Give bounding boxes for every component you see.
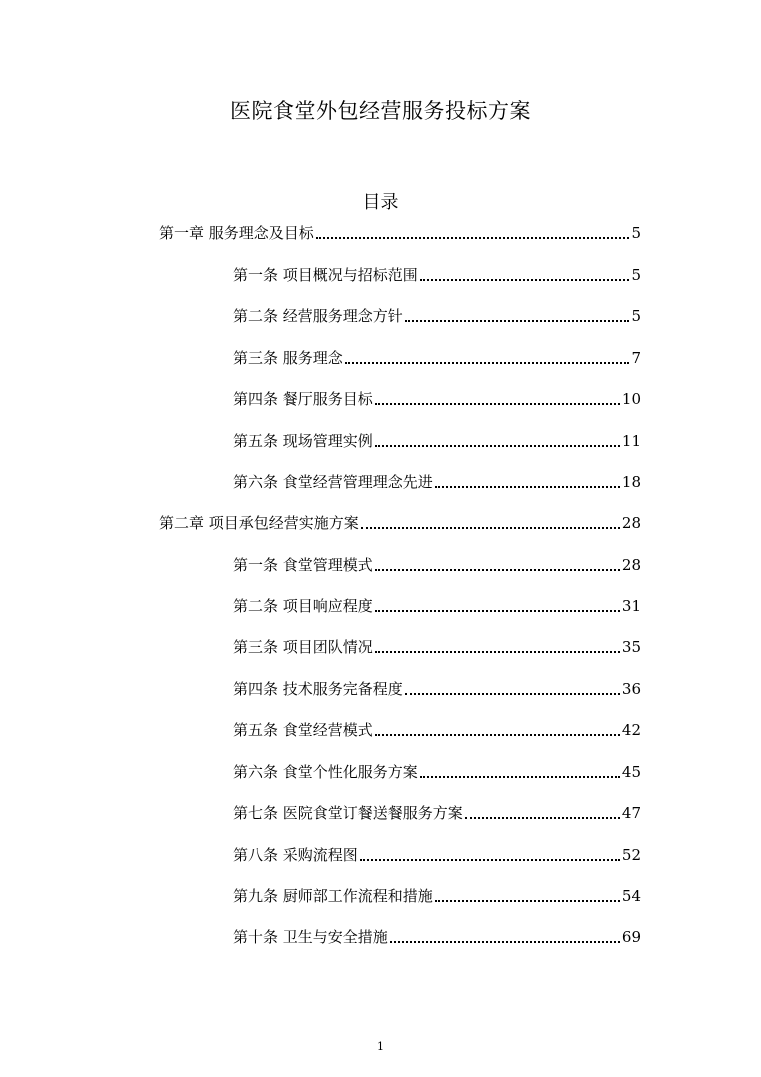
toc-entry-page: 28 [621, 556, 641, 574]
toc-heading: 目录 [362, 192, 399, 213]
toc-chapter-1-article-4[interactable] [233, 384, 641, 410]
toc-entry-page: 69 [621, 928, 641, 946]
toc-entry-label: 第四条 技术服务完备程度 [233, 680, 403, 698]
toc-chapter-1-article-3[interactable] [233, 343, 641, 369]
toc-entry-label: 第三条 服务理念 [233, 349, 343, 367]
toc-chapter-1-article-2[interactable] [233, 301, 641, 327]
toc-dot-leader [465, 817, 620, 819]
toc-chapter-1[interactable] [159, 218, 641, 244]
toc-entry-page: 28 [621, 514, 641, 532]
toc-entry-label: 第三条 项目团队情况 [233, 638, 373, 656]
toc-entry-label: 第二条 经营服务理念方针 [233, 307, 403, 325]
toc-entry-label: 第八条 采购流程图 [233, 846, 358, 864]
toc-entry-label: 第六条 食堂个性化服务方案 [233, 763, 418, 781]
toc-entry-label: 第五条 现场管理实例 [233, 432, 373, 450]
toc-entry-label: 第九条 厨师部工作流程和措施 [233, 887, 433, 905]
toc-entry-label: 第四条 餐厅服务目标 [233, 390, 373, 408]
toc-chapter-2-article-5[interactable] [233, 715, 641, 741]
toc-chapter-2-article-7[interactable] [233, 798, 641, 824]
toc-chapter-1-article-1[interactable] [233, 260, 641, 286]
toc-dot-leader [375, 445, 620, 447]
toc-entry-page: 52 [621, 846, 641, 864]
toc-dot-leader [420, 776, 620, 778]
toc-dot-leader [375, 734, 620, 736]
toc-entry-label: 第一条 项目概况与招标范围 [233, 266, 418, 284]
toc-entry-page: 7 [631, 349, 641, 367]
toc-dot-leader [375, 651, 620, 653]
document-title: 医院食堂外包经营服务投标方案 [230, 99, 531, 123]
toc-entry-label: 第一章 服务理念及目标 [159, 224, 314, 242]
toc-chapter-2-article-8[interactable] [233, 840, 641, 866]
toc-chapter-2-article-2[interactable] [233, 591, 641, 617]
toc-entry-label: 第七条 医院食堂订餐送餐服务方案 [233, 804, 463, 822]
toc-entry-label: 第二章 项目承包经营实施方案 [159, 514, 359, 532]
toc-dot-leader [360, 859, 620, 861]
toc-dot-leader [316, 237, 630, 239]
toc-dot-leader [405, 693, 620, 695]
toc-chapter-2-article-6[interactable] [233, 757, 641, 783]
toc-entry-page: 11 [621, 432, 641, 450]
toc-dot-leader [405, 320, 630, 322]
toc-dot-leader [435, 900, 620, 902]
toc-entry-label: 第五条 食堂经营模式 [233, 721, 373, 739]
toc-entry-page: 54 [621, 887, 641, 905]
toc-chapter-2-article-10[interactable] [233, 922, 641, 948]
toc-entry-label: 第一条 食堂管理模式 [233, 556, 373, 574]
toc-entry-page: 36 [621, 680, 641, 698]
toc-dot-leader [390, 941, 620, 943]
toc-dot-leader [345, 362, 630, 364]
page-number: 1 [377, 1040, 384, 1053]
toc-entry-label: 第十条 卫生与安全措施 [233, 928, 388, 946]
toc-entry-page: 10 [621, 390, 641, 408]
toc-entry-page: 42 [621, 721, 641, 739]
toc-dot-leader [361, 527, 620, 529]
toc-chapter-2-article-3[interactable] [233, 632, 641, 658]
toc-entry-page: 31 [621, 597, 641, 615]
toc-entry-page: 5 [631, 266, 641, 284]
toc-entry-label: 第二条 项目响应程度 [233, 597, 373, 615]
toc-entry-page: 45 [621, 763, 641, 781]
toc-dot-leader [375, 403, 620, 405]
toc-chapter-1-article-5[interactable] [233, 426, 641, 452]
toc-chapter-2-article-4[interactable] [233, 674, 641, 700]
toc-entry-page: 18 [621, 473, 641, 491]
toc-entry-page: 35 [621, 638, 641, 656]
toc-dot-leader [375, 610, 620, 612]
toc-chapter-2-article-9[interactable] [233, 881, 641, 907]
toc-entry-page: 5 [631, 307, 641, 325]
toc-entry-page: 5 [631, 224, 641, 242]
toc-entry-page: 47 [621, 804, 641, 822]
toc-chapter-2-article-1[interactable] [233, 550, 641, 576]
toc-dot-leader [420, 279, 630, 281]
toc-entry-label: 第六条 食堂经营管理理念先进 [233, 473, 433, 491]
toc-dot-leader [435, 486, 620, 488]
toc-chapter-2[interactable] [159, 508, 641, 534]
toc-dot-leader [375, 569, 620, 571]
toc-chapter-1-article-6[interactable] [233, 467, 641, 493]
